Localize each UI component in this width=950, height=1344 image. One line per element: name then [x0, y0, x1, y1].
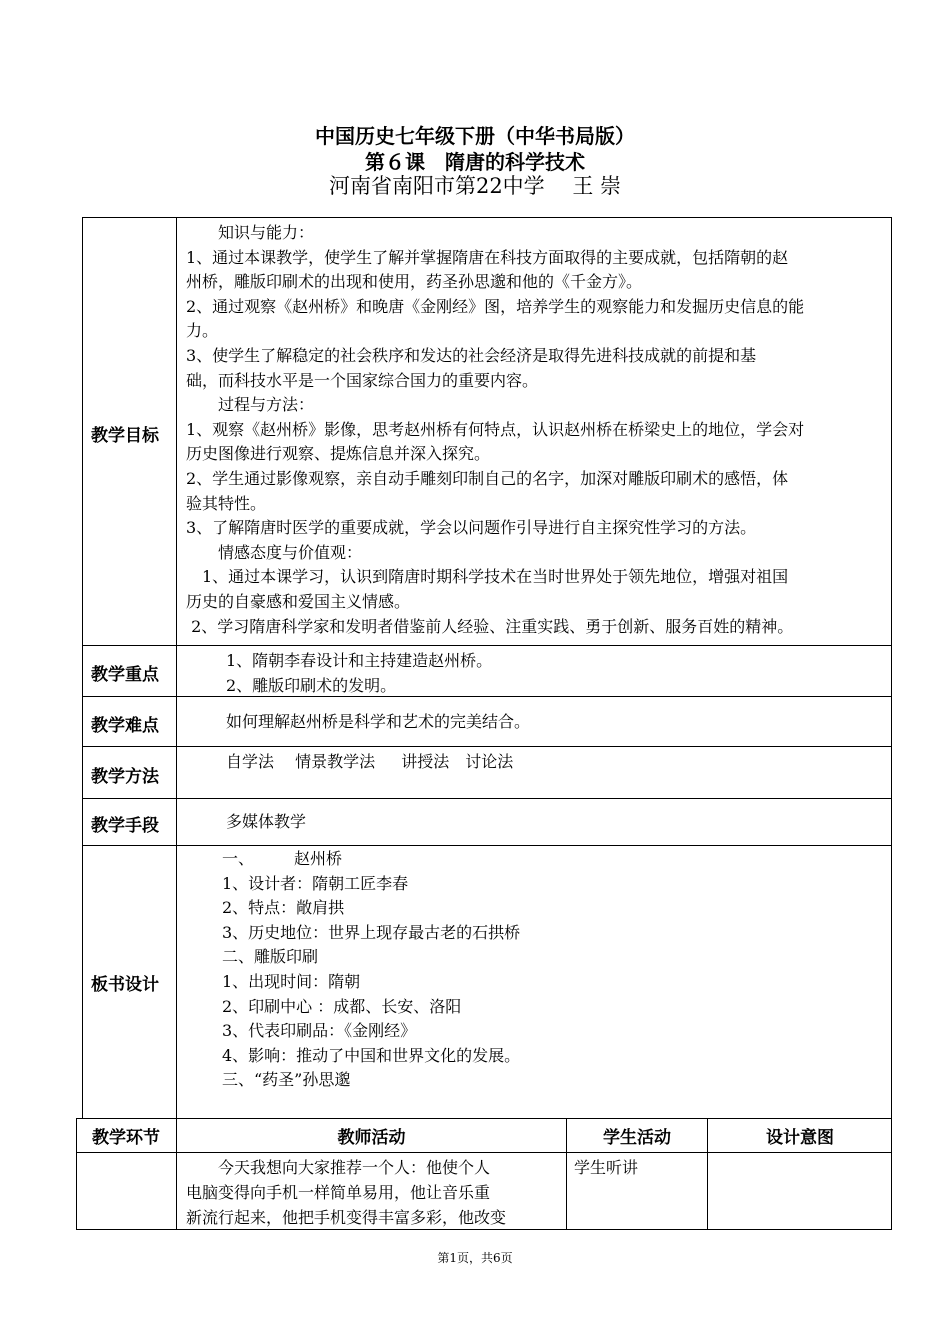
teacher-line-3: 新流行起来，他把手机变得丰富多彩，他改变 [186, 1208, 507, 1227]
goals-line-7: 础，而科技水平是一个国家综合国力的重要内容。 [186, 370, 539, 390]
means-line: 多媒体教学 [226, 812, 307, 831]
method-line: 自学法 情景教学法 讲授法 讨论法 [226, 752, 514, 771]
goals-line-5: 力。 [186, 321, 219, 341]
goals-line-9: 1、观察《赵州桥》影像，思考赵州桥有何特点，认识赵州桥在桥梁史上的地位，学会对 [186, 419, 805, 439]
goals-line-13: 3、了解隋唐时医学的重要成就，学会以问题作引导进行自主探究性学习的方法。 [186, 518, 757, 538]
goals-line-4: 2、通过观察《赵州桥》和晚唐《金刚经》图，培养学生的观察能力和发掘历史信息的能 [186, 296, 805, 316]
method-label: 教学方法 [91, 767, 159, 787]
board-line-7: 2、印刷中心 ：成都、长安、洛阳 [222, 996, 462, 1016]
board-line-3: 2、特点：敞肩拱 [222, 898, 345, 918]
goals-line-16: 历史的自豪感和爱国主义情感。 [186, 592, 411, 611]
board-line-5: 二、雕版印刷 [222, 947, 319, 967]
header-stage: 教学环节 [92, 1128, 160, 1148]
row-line [82, 645, 892, 646]
lesson-title: 第６课 隋唐的科学技术 [365, 150, 585, 174]
board-line-6: 1、出现时间：隋朝 [222, 972, 361, 991]
goals-line-8: 过程与方法： [186, 395, 315, 415]
board-line-4: 3、历史地位：世界上现存最古老的石拱桥 [222, 922, 521, 942]
board-line-10: 三、“药圣”孙思邈 [222, 1070, 351, 1090]
goals-line-2: 1、通过本课教学，使学生了解并掌握隋唐在科技方面取得的主要成就，包括隋朝的赵 [186, 247, 789, 267]
key-label: 教学重点 [91, 665, 159, 685]
student-activity: 学生听讲 [574, 1158, 639, 1177]
difficulty-line: 如何理解赵州桥是科学和艺术的完美结合。 [226, 712, 531, 731]
difficulty-label: 教学难点 [91, 716, 159, 736]
row-line [82, 746, 892, 747]
header-intent: 设计意图 [766, 1128, 834, 1148]
board-line-8: 3、代表印刷品：《金刚经》 [222, 1021, 417, 1041]
row-line [82, 696, 892, 697]
goals-line-10: 历史图像进行观察、提炼信息并深入探究。 [186, 444, 491, 464]
goals-line-14: 情感态度与价值观： [186, 542, 363, 562]
goals-line-11: 2、学生通过影像观察，亲自动手雕刻印制自己的名字，加深对雕版印刷术的感悟，体 [186, 469, 789, 488]
key-line-2: 2、雕版印刷术的发明。 [226, 676, 397, 695]
author-line: 河南省南阳市第22中学 王 崇 [328, 174, 622, 198]
board-label: 板书设计 [91, 975, 159, 995]
header-student: 学生活动 [603, 1128, 671, 1148]
goals-line-12: 验其特性。 [186, 493, 267, 513]
row-line [82, 798, 892, 799]
teacher-line-1: 今天我想向大家推荐一个人：他使个人 [186, 1158, 491, 1177]
means-label: 教学手段 [91, 816, 159, 836]
goals-line-3: 州桥，雕版印刷术的出现和使用，药圣孙思邈和他的《千金方》。 [186, 272, 643, 292]
page-footer: 第1页，共6页 [437, 1251, 513, 1265]
teacher-line-2: 电脑变得向手机一样简单易用，他让音乐重 [186, 1183, 491, 1202]
goals-line-15: 1、通过本课学习，认识到隋唐时期科学技术在当时世界处于领先地位，增强对祖国 [186, 567, 789, 587]
goals-label: 教学目标 [91, 426, 159, 446]
key-line-1: 1、隋朝李春设计和主持建造赵州桥。 [226, 651, 493, 670]
process-row-line [76, 1152, 892, 1153]
row-line [82, 845, 892, 846]
goals-line-1: 知识与能力： [186, 223, 315, 242]
board-line-1: 一、 赵州桥 [222, 849, 343, 868]
header-teacher: 教师活动 [337, 1128, 406, 1148]
board-line-9: 4、影响：推动了中国和世界文化的发展。 [222, 1045, 521, 1065]
board-line-2: 1、设计者：隋朝工匠李春 [222, 873, 409, 893]
goals-line-17: 2、学习隋唐科学家和发明者借鉴前人经验、注重实践、勇于创新、服务百姓的精神。 [186, 616, 794, 636]
table-divider [176, 217, 177, 1119]
goals-line-6: 3、使学生了解稳定的社会秩序和发达的社会经济是取得先进科技成就的前提和基 [186, 346, 757, 365]
doc-title: 中国历史七年级下册（中华书局版） [315, 124, 635, 148]
